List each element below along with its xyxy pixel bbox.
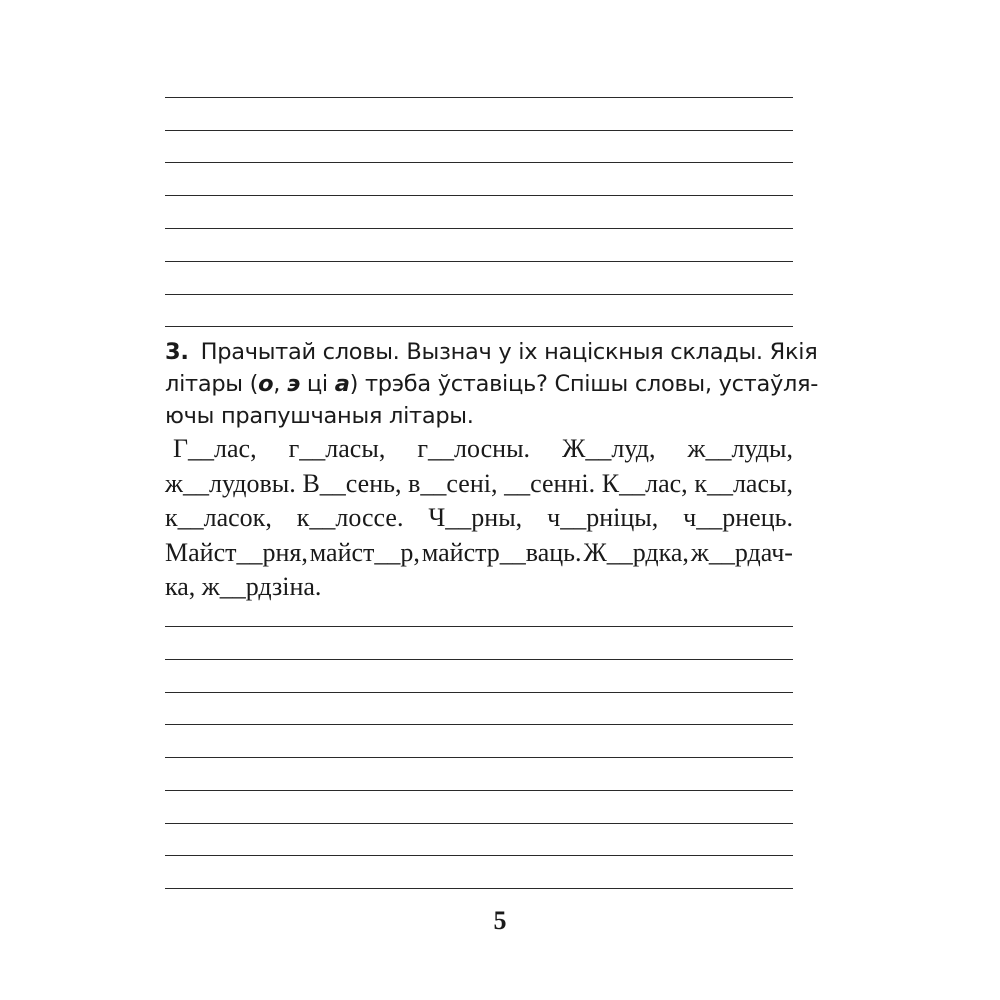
writing-line xyxy=(165,823,793,824)
writing-line xyxy=(165,130,793,131)
exercise-word: в__сені, xyxy=(408,468,498,498)
task-comma: , xyxy=(273,371,287,397)
task-text-2b: ) трэба ўставіць? Спішы словы, устаўля- xyxy=(349,371,819,397)
writing-line xyxy=(165,790,793,791)
writing-line xyxy=(165,692,793,693)
task-text-3: ючы прапушчаныя літары. xyxy=(165,403,474,429)
exercise-word: к__ласок, xyxy=(165,503,272,532)
exercise-line xyxy=(165,570,793,605)
exercise-word: ж__рдач- xyxy=(690,537,793,567)
writing-line xyxy=(165,228,793,229)
exercise-word: Майст__рня, xyxy=(165,537,308,567)
exercise-line xyxy=(165,536,793,571)
task-text-2a: літары ( xyxy=(165,371,259,397)
exercise-word: к__лоссе. xyxy=(296,503,404,532)
writing-line xyxy=(165,294,793,295)
letter-e: э xyxy=(287,371,301,397)
exercise-word: Г__лас, xyxy=(173,434,257,463)
exercise-line xyxy=(165,501,793,536)
exercise-word: ж__рдзіна. xyxy=(201,572,322,601)
writing-line xyxy=(165,888,793,889)
task-text-1: Прачытай словы. Вызнач у іх націскныя склады. Якія xyxy=(200,339,818,365)
exercise-word: ч__рніцы, xyxy=(547,503,659,532)
exercise-word: г__ласы, xyxy=(288,434,386,463)
writing-line xyxy=(165,162,793,163)
letter-a: а xyxy=(334,371,350,397)
exercise-word: Ч__рны, xyxy=(428,503,523,532)
exercise-word: ж__лудовы. xyxy=(165,468,296,498)
exercise-word: К__лас, xyxy=(601,468,688,498)
exercise-text xyxy=(165,432,793,605)
exercise-word: В__сень, xyxy=(302,468,402,498)
writing-line xyxy=(165,97,793,98)
task-line-1 xyxy=(165,336,818,368)
writing-line xyxy=(165,195,793,196)
exercise-word: ж__луды, xyxy=(687,434,793,463)
writing-line xyxy=(165,659,793,660)
exercise-word: майстр__ваць. xyxy=(421,537,582,567)
writing-line xyxy=(165,855,793,856)
exercise-word: __сенні. xyxy=(504,468,596,498)
page-number: 5 xyxy=(493,906,507,935)
task-number: 3. xyxy=(165,339,189,365)
writing-line xyxy=(165,724,793,725)
writing-line xyxy=(165,757,793,758)
writing-line xyxy=(165,261,793,262)
task-instruction xyxy=(165,336,819,432)
exercise-word: ч__рнець. xyxy=(683,503,793,532)
exercise-word: г__лосны. xyxy=(417,434,531,463)
writing-line xyxy=(165,326,793,327)
exercise-word: майст__р, xyxy=(309,537,420,567)
exercise-word: Ж__луд, xyxy=(562,434,656,463)
writing-line xyxy=(165,626,793,627)
exercise-line xyxy=(165,432,793,467)
exercise-line xyxy=(165,467,793,502)
task-word-ci: ці xyxy=(300,371,335,397)
exercise-word: Ж__рдка, xyxy=(583,537,689,567)
task-line-3 xyxy=(165,400,805,432)
exercise-word: к__ласы, xyxy=(694,468,793,498)
task-line-2 xyxy=(165,368,819,400)
exercise-word: ка, xyxy=(165,572,196,601)
letter-o: о xyxy=(258,371,274,397)
